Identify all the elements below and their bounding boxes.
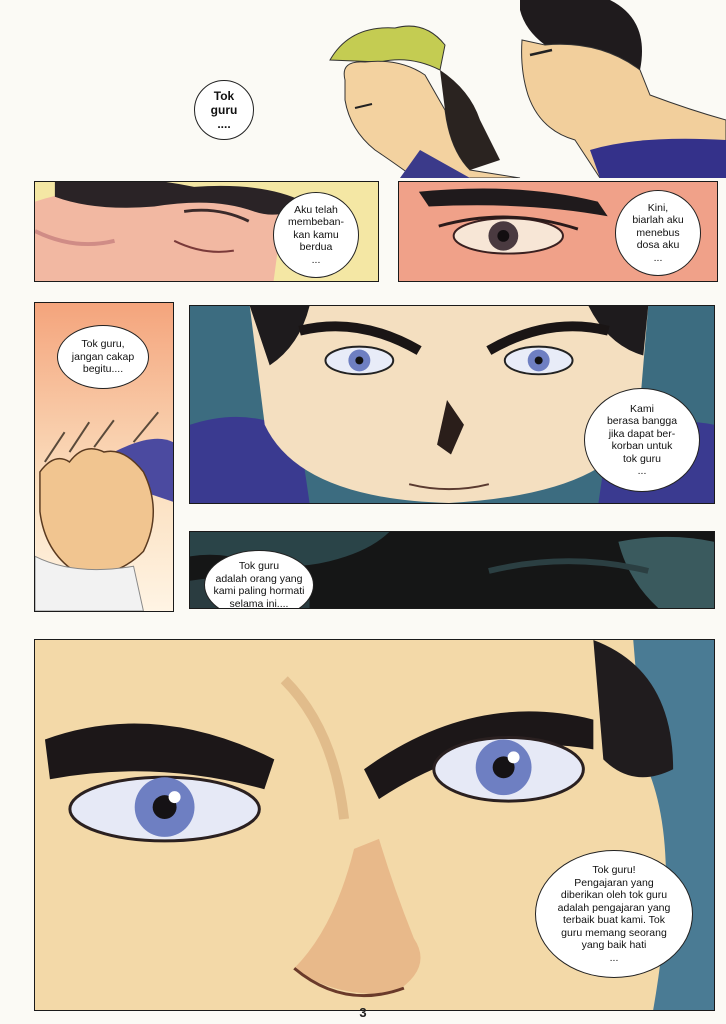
speech-bubble [273,192,359,278]
speech-bubble-tok-guru [194,80,254,140]
bubble-text: Tok guru, jangan cakap begitu.... [71,338,135,376]
bubble-text: Kini, biarlah aku menebus dosa aku ... [632,201,684,264]
panel-6 [189,531,715,609]
panel-3 [398,181,718,282]
page-number: 3 [359,1005,367,1020]
bubble-text: Kami berasa bangga jika dapat ber- korban untuk tok guru ... [606,402,678,477]
panel-1 [0,0,726,178]
speech-bubble [615,190,701,276]
bubble-text: Tok guru! Pengajaran yang diberikan oleh tok guru adalah pengajaran yang terbaik buat kami. Tok guru memang seorang yang baik hati ... [557,864,671,964]
speech-bubble [584,388,700,492]
bubble-text: Aku telah membeban- kan kamu berdua ... [287,203,345,266]
panel-2 [34,181,379,282]
panel-7 [34,639,715,1011]
bubble-text: Tok guru adalah orang yang kami paling hormati selama ini.... [213,560,305,609]
speech-bubble [535,850,693,978]
panel-1-art [0,0,726,178]
bubble-text: Tok guru .... [210,89,238,131]
speech-bubble [57,325,149,389]
panel-5 [189,305,715,504]
panel-4 [34,302,174,612]
